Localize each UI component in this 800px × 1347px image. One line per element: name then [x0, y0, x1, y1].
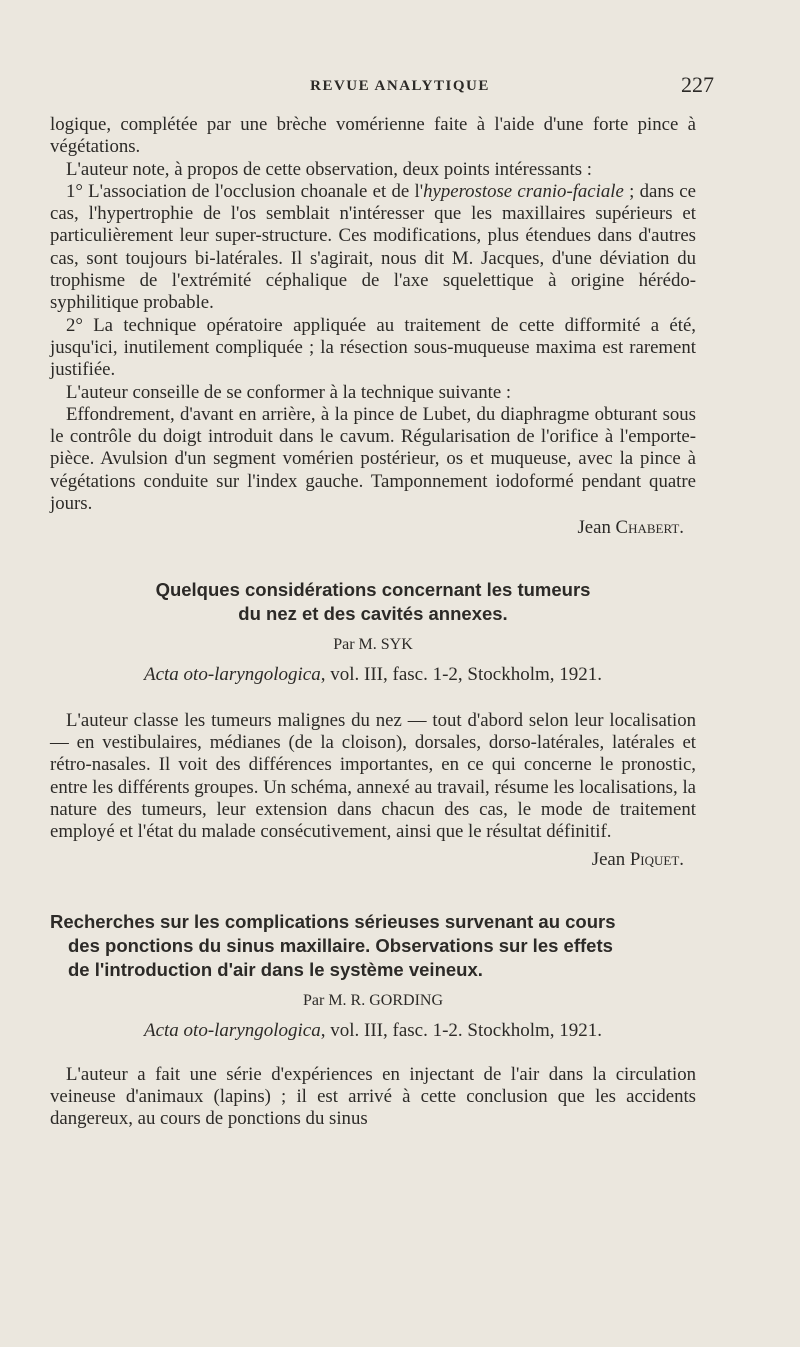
journal-reference — [50, 1020, 696, 1042]
paragraph: L'auteur a fait une série d'expériences en injectant de l'air dans la circulation veineuse d'animaux (lapins) ; il est arrivé à cette conclusion que les accidents dangereux, au cours de ponctions du sinus — [50, 1063, 696, 1130]
journal-name: Acta oto-laryngologica — [143, 1019, 321, 1041]
byline: Par M. R. GORDING — [303, 991, 443, 1009]
running-title: REVUE ANALYTIQUE — [310, 78, 490, 94]
page-number: 227 — [681, 72, 714, 97]
section-tumeurs — [50, 578, 696, 872]
paragraph: 2° La technique opératoire appliquée au traitement de cette difformité a été, jusqu'ici, inutilement compliquée ; la résection sous-muqueuse maxima est rarement justifiée. — [50, 314, 696, 381]
paragraph: Effondrement, d'avant en arrière, à la pince de Lubet, du diaphragme obturant sous le contrôle du doigt introduit dans le cavum. Régularisation de l'orifice à l'emporte-pièce. Avulsion d'un segment vomérien postérieur, os et muqueuse, avec la pince à végétations conduite sur l'index gauche. Tamponnement iodoformé pendant quatre jours. — [50, 403, 696, 515]
title-line: Recherches sur les complications sérieuses survenant au cours — [50, 910, 616, 932]
byline: Par M. SYK — [333, 635, 413, 653]
title-line: de l'introduction d'air dans le système veineux. — [68, 958, 483, 980]
text-span: 1° L'association de l'occlusion choanale et de l' — [66, 180, 424, 202]
signature-last-name: Piquet. — [629, 849, 684, 871]
running-head — [0, 72, 800, 102]
title-line: Quelques considérations concernant les tumeurs — [155, 578, 591, 600]
journal-reference — [50, 664, 696, 686]
italic-term: hyperostose cranio-faciale — [423, 180, 624, 202]
signature-first-name: Jean — [591, 849, 626, 871]
text-span: ; dans ce cas, l'hypertrophie de l'os semblait n'intéresser que les maxillaires supérieurs et particulièrement leur super-structure. Ces modifications, plus étendues dans d'autres cas, sont toujours bi-latérales. Il s'agirait, nous dit M. Jacques, d'une déviation du trophisme de l'extrémité céphalique de l'axe squelettique à origine hérédo-syphilitique probable. — [50, 180, 696, 314]
journal-name: Acta oto-laryngologica — [143, 663, 321, 685]
section-continuation — [50, 114, 696, 540]
author-signature — [50, 849, 684, 871]
paragraph: L'auteur conseille de se conformer à la technique suivante : — [66, 381, 512, 403]
signature-last-name: Chabert. — [615, 517, 684, 539]
signature-first-name: Jean — [577, 517, 611, 539]
section-recherches — [50, 910, 696, 1131]
article-body — [50, 114, 696, 1131]
title-line: du nez et des cavités annexes. — [238, 602, 508, 624]
paragraph: logique, complétée par une brèche vomérienne faite à l'aide d'une forte pince à végétations. — [50, 114, 696, 158]
paragraph: L'auteur classe les tumeurs malignes du nez — tout d'abord selon leur localisation — en vestibulaires, médianes (de la cloison), dorsales, dorso-latérales, latérales et rétro-nasales. Il voit des différences importantes, en ce qui concerne le pronostic, entre les différents groupes. Un schéma, annexé au travail, résume les localisations, la nature des tumeurs, leur extension dans chacun des cas, le mode de traitement employé et l'état du malade consécutivement, ainsi que le résultat définitif. — [50, 709, 696, 843]
journal-details: , vol. III, fasc. 1-2, Stockholm, 1921. — [320, 663, 603, 685]
author-signature — [50, 517, 684, 539]
title-line: des ponctions du sinus maxillaire. Observations sur les effets — [68, 934, 613, 956]
paragraph — [50, 181, 696, 315]
paragraph: L'auteur note, à propos de cette observation, deux points intéressants : — [66, 158, 592, 180]
section-title — [50, 578, 696, 626]
journal-details: , vol. III, fasc. 1-2. Stockholm, 1921. — [320, 1019, 603, 1041]
section-title — [50, 910, 696, 982]
